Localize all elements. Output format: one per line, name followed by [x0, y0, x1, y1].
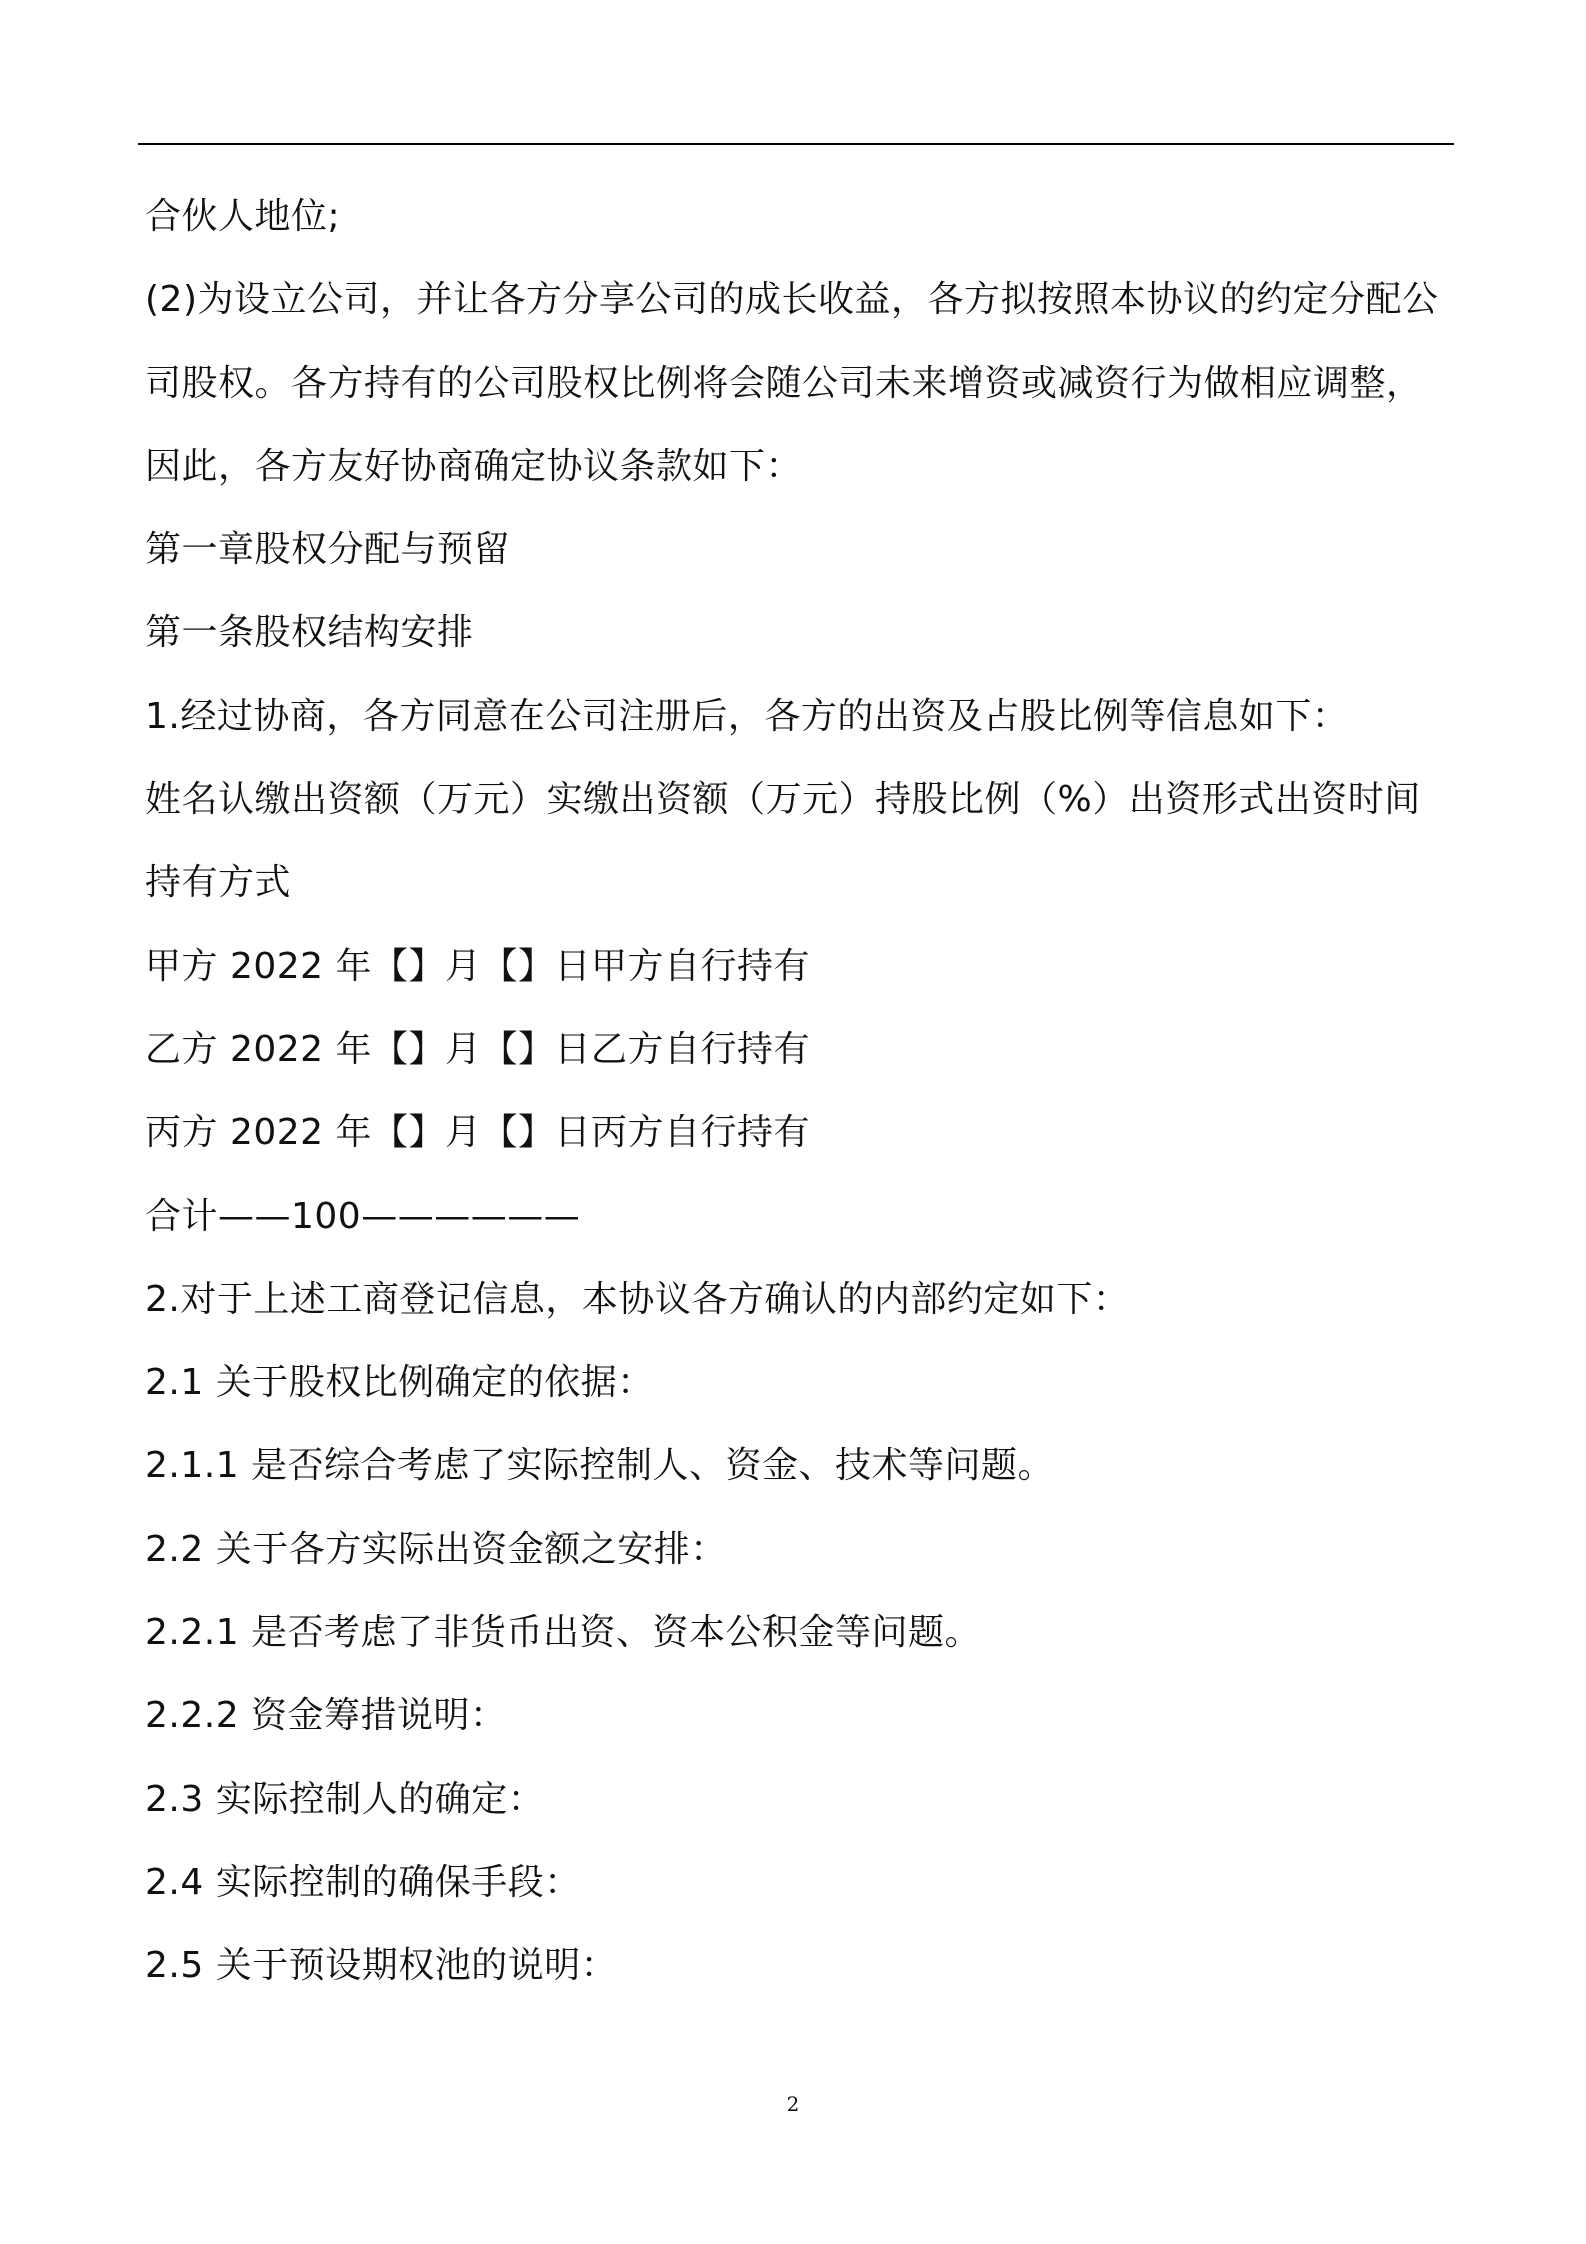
text-line: (2)为设立公司，并让各方分享公司的成长收益，各方拟按照本协议的约定分配公	[145, 279, 1439, 321]
text-line: 2.3 实际控制人的确定：	[145, 1778, 545, 1820]
text-line: 司股权。各方持有的公司股权比例将会随公司未来增资或减资行为做相应调整，	[145, 362, 1423, 404]
text-line: 2.1.1 是否综合考虑了实际控制人、资金、技术等问题。	[145, 1445, 1055, 1487]
text-line: 2.对于上述工商登记信息，本协议各方确认的内部约定如下：	[145, 1278, 1130, 1320]
text-line: 2.2.2 资金筹措说明：	[145, 1695, 507, 1737]
table-row: 甲方 2022 年【】月【】日甲方自行持有	[145, 945, 811, 987]
text-line: 因此，各方友好协商确定协议条款如下：	[145, 445, 803, 487]
chapter-heading: 第一章股权分配与预留	[145, 529, 511, 571]
text-line: 1.经过协商，各方同意在公司注册后，各方的出资及占股比例等信息如下：	[145, 695, 1349, 737]
page-number: 2	[786, 2092, 800, 2116]
document-body	[145, 196, 1455, 2029]
text-line: 2.4 实际控制的确保手段：	[145, 1861, 581, 1903]
text-line: 合伙人地位;	[145, 196, 341, 237]
text-line: 2.1 关于股权比例确定的依据：	[145, 1362, 654, 1404]
text-line: 2.2.1 是否考虑了非货币出资、资本公积金等问题。	[145, 1612, 982, 1654]
table-header-line: 姓名认缴出资额（万元）实缴出资额（万元）持股比例（%）出资形式出资时间	[145, 779, 1421, 821]
article-heading: 第一条股权结构安排	[145, 612, 474, 654]
header-rule	[138, 143, 1454, 145]
text-line: 2.2 关于各方实际出资金额之安排：	[145, 1528, 727, 1570]
table-total-row: 合计——100——————	[145, 1195, 581, 1237]
table-header-line: 持有方式	[145, 862, 292, 904]
text-line: 2.5 关于预设期权池的说明：	[145, 1945, 618, 1987]
table-row: 乙方 2022 年【】月【】日乙方自行持有	[145, 1028, 811, 1070]
table-row: 丙方 2022 年【】月【】日丙方自行持有	[145, 1112, 811, 1154]
